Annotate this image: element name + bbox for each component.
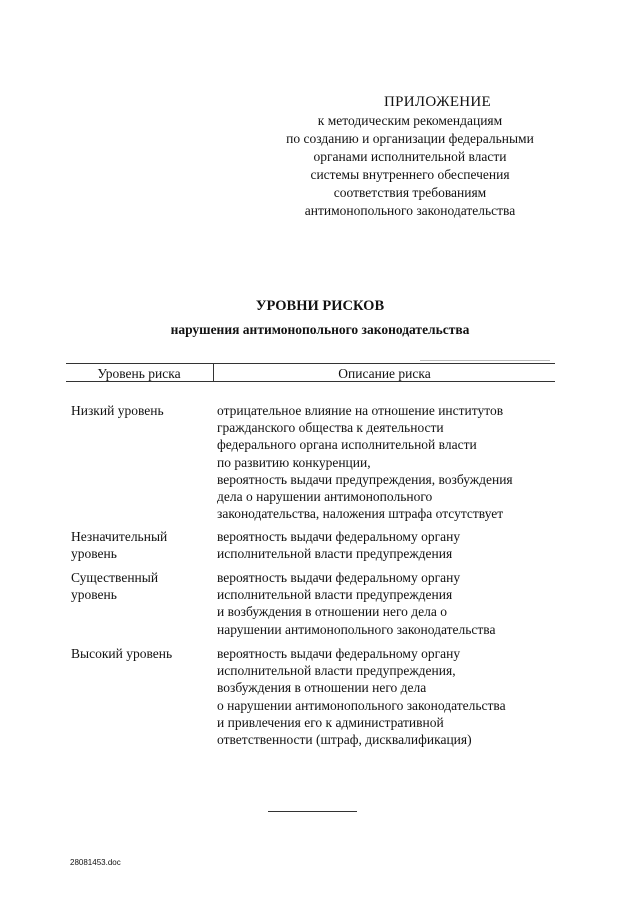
risk-description-cell — [217, 402, 557, 522]
risk-level-cell — [71, 402, 211, 419]
risk-description-line: вероятность выдачи федеральному органу — [217, 646, 461, 661]
risk-description-cell — [217, 645, 557, 748]
risk-level-text: Существенный — [71, 570, 159, 585]
risk-description-line: и привлечения его к административной — [217, 714, 444, 730]
appendix-line: органами исполнительной власти — [313, 149, 507, 164]
risk-level-text: Высокий уровень — [71, 646, 173, 661]
risk-description-line: и возбуждения в отношении него дела о — [217, 604, 448, 620]
risk-description-line: о нарушении антимонопольного законодательства — [217, 697, 506, 713]
risk-description-line: вероятность выдачи федеральному органу — [217, 570, 461, 585]
table-header-rule — [66, 381, 555, 382]
risk-description-line: вероятность выдачи предупреждения, возбуждения — [217, 471, 513, 487]
risk-level-text: Незначительный — [71, 529, 168, 544]
appendix-line: антимонопольного законодательства — [304, 203, 516, 218]
document-id: 28081453.doc — [70, 858, 121, 867]
risk-description-line: нарушении антимонопольного законодательства — [217, 621, 496, 637]
risk-description-line: исполнительной власти предупреждения, — [217, 663, 456, 679]
risk-level-cell — [71, 645, 211, 662]
risk-level-text: уровень — [71, 546, 117, 562]
appendix-line: системы внутреннего обеспечения — [310, 167, 510, 182]
risk-level-text: Низкий уровень — [71, 403, 164, 418]
risk-description-line: вероятность выдачи федеральному органу — [217, 529, 461, 544]
end-rule — [268, 811, 357, 812]
risk-description-line: федерального органа исполнительной власти — [217, 437, 477, 453]
table-top-rule — [66, 363, 555, 364]
risk-description-line: возбуждения в отношении него дела — [217, 680, 427, 696]
risk-level-text: уровень — [71, 587, 117, 603]
appendix-line: к методическим рекомендациям — [317, 113, 503, 128]
risk-level-cell — [71, 569, 211, 603]
risk-description-line: отрицательное влияние на отношение институтов — [217, 403, 504, 418]
risk-description-line: по развитию конкуренции, — [217, 454, 371, 470]
risk-description-line: законодательства, наложения штрафа отсутствует — [217, 506, 504, 522]
risk-description-cell — [217, 528, 557, 562]
risk-level-cell — [71, 528, 211, 562]
risk-description-line: исполнительной власти предупреждения — [217, 587, 453, 603]
appendix-heading: ПРИЛОЖЕНИЕ — [383, 94, 492, 110]
risk-description-line: ответственности (штраф, дисквалификация) — [217, 732, 472, 748]
risk-description-line: гражданского общества к деятельности — [217, 420, 444, 436]
document-subtitle: нарушения антимонопольного законодательства — [170, 322, 470, 337]
risk-description-line: дела о нарушении антимонопольного — [217, 489, 433, 505]
risk-description-line: исполнительной власти предупреждения — [217, 546, 453, 562]
risk-description-cell — [217, 569, 557, 638]
table-rule-faint — [420, 360, 550, 361]
appendix-block — [240, 93, 580, 220]
appendix-line: по созданию и организации федеральными — [286, 131, 534, 146]
appendix-line: соответствия требованиям — [333, 185, 487, 200]
column-header-description: Описание риска — [338, 366, 431, 381]
column-header-level: Уровень риска — [97, 366, 181, 381]
document-title: УРОВНИ РИСКОВ — [255, 298, 385, 314]
